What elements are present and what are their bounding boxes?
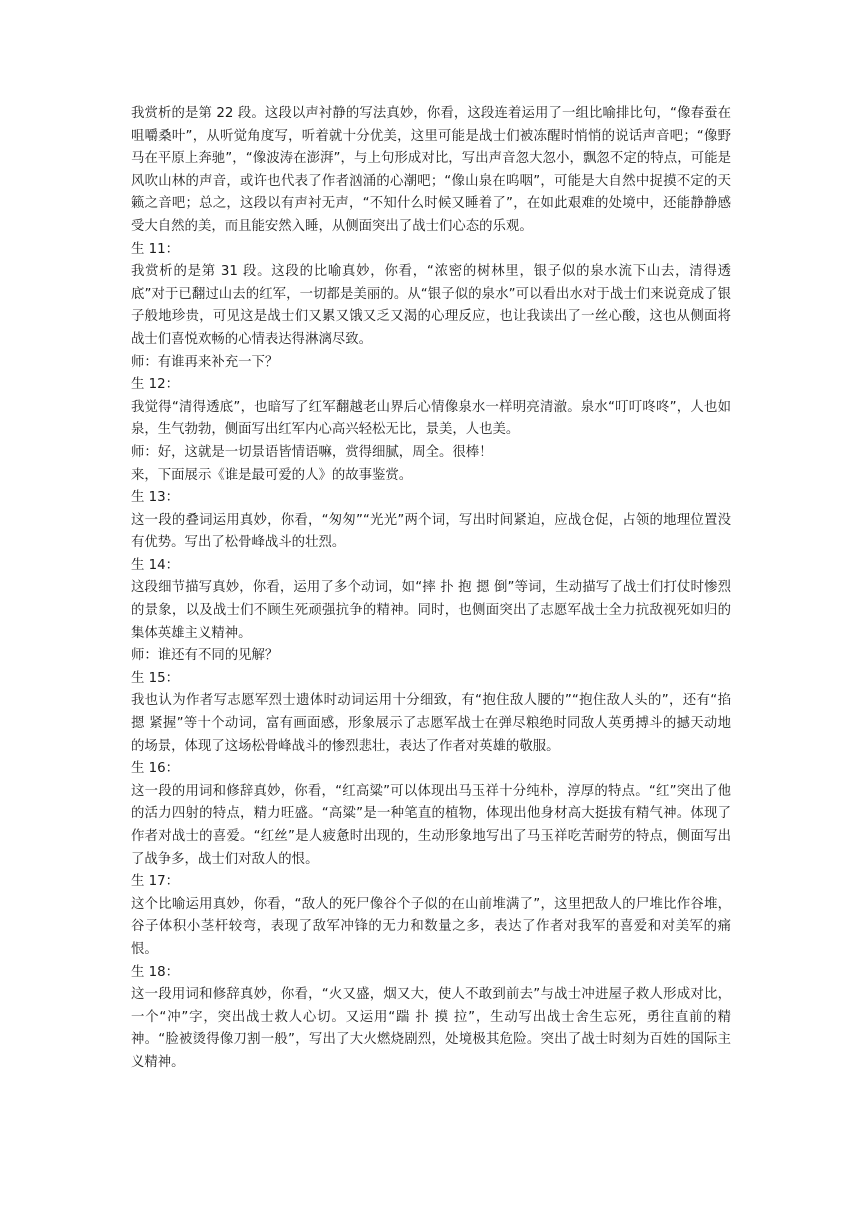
paragraph: 我也认为作者写志愿军烈士遗体时动词运用十分细致，有“抱住敌人腰的”“抱住敌人头的”，还有“掐 摁 紧握”等十个动词，富有画面感，形象展示了志愿军战士在弹尽粮绝时同敌人英勇搏斗的撼天动地的场景，体现了这场松骨峰战斗的惨烈悲壮，表达了作者对英雄的敬服。: [131, 693, 731, 754]
paragraph: 我赏析的是第 31 段。这段的比喻真妙，你看，“浓密的树林里，银子似的泉水流下山去，清得透底”对于已翻过山去的红军，一切都是美丽的。从“银子似的泉水”可以看出水对于战士们来说竟成了银子般地珍贵，可见这是战士们又累又饿又乏又渴的心理反应，也让我读出了一丝心酸，这也从侧面将战士们喜悦欢畅的心情表达得淋漓尽致。: [131, 264, 731, 347]
speaker-label: 生 13：: [131, 490, 180, 506]
speaker-label: 生 12：: [131, 377, 180, 393]
paragraph: 这个比喻运用真妙，你看，“敌人的死尸像谷个子似的在山前堆满了”，这里把敌人的尸堆比作谷堆，谷子体积小茎杆较弯，表现了敌军冲锋的无力和数量之多，表达了作者对我军的喜爱和对美军的痛恨。: [131, 896, 731, 957]
paragraph: 这一段用词和修辞真妙，你看，“火又盛，烟又大，使人不敢到前去”与战士冲进屋子救人形成对比，一个“冲”字，突出战士救人心切。又运用“踹 扑 摸 拉”，生动写出战士舍生忘死，勇往直前的精神。“脸被烫得像刀割一般”，写出了大火燃烧剧烈，处境极其危险。突出了战士时刻为百姓的国际主义精神。: [131, 987, 731, 1070]
speaker-label: 生 17：: [131, 874, 180, 890]
paragraph: 师：好，这就是一切景语皆情语嘛，赏得细腻，周全。很棒！: [131, 444, 493, 460]
paragraph: 这一段的用词和修辞真妙，你看，“红高粱”可以体现出马玉祥十分纯朴，淳厚的特点。“红”突出了他的活力四射的特点，精力旺盛。“高粱”是一种笔直的植物，体现出他身材高大挺拔有精气神。体现了作者对战士的喜爱。“红丝”是人疲惫时出现的，生动形象地写出了马玉祥吃苦耐劳的特点，侧面写出了战争多，战士们对敌人的恨。: [131, 783, 731, 867]
paragraph: 这段细节描写真妙，你看，运用了多个动词，如“摔 扑 抱 摁 倒”等词，生动描写了战士们打仗时惨烈的景象，以及战士们不顾生死顽强抗争的精神。同时，也侧面突出了志愿军战士全力抗敌视死如归的集体英雄主义精神。: [131, 580, 731, 641]
paragraph: 师：有谁再来补充一下？: [131, 354, 279, 370]
paragraph: 来，下面展示《谁是最可爱的人》的故事鉴赏。: [131, 467, 413, 483]
paragraph: 我觉得“清得透底”，也暗写了红军翻越老山界后心情像泉水一样明亮清澈。泉水“叮叮咚咚”，人也如泉，生气勃勃，侧面写出红军内心高兴轻松无比，景美，人也美。: [131, 399, 731, 438]
speaker-label: 生 18：: [131, 964, 180, 980]
speaker-label: 生 15：: [131, 670, 180, 686]
paragraph: 这一段的叠词运用真妙，你看，“匆匆”“光光”两个词，写出时间紧迫，应战仓促，占领的地理位置没有优势。写出了松骨峰战斗的壮烈。: [131, 512, 731, 551]
speaker-label: 生 14：: [131, 557, 180, 573]
document-body: [131, 103, 731, 1075]
speaker-label: 生 11：: [131, 241, 180, 257]
paragraph: 师：谁还有不同的见解？: [131, 648, 279, 664]
speaker-label: 生 16：: [131, 761, 180, 777]
paragraph: 我赏析的是第 22 段。这段以声衬静的写法真妙，你看，这段连着运用了一组比喻排比句，“像春蚕在咀嚼桑叶”，从听觉角度写，听着就十分优美，这里可能是战士们被冻醒时悄悄的说话声音吧；“像野马在平原上奔驰”，“像波涛在澎湃”，与上句形成对比，写出声音忽大忽小，飘忽不定的特点，可能是风吹山林的声音，或许也代表了作者汹涌的心潮吧；“像山泉在呜咽”，可能是大自然中捉摸不定的天籁之音吧；总之，这段以有声衬无声，“不知什么时候又睡着了”，在如此艰难的处境中，还能静静感受大自然的美，而且能安然入睡，从侧面突出了战士们心态的乐观。: [131, 106, 731, 234]
